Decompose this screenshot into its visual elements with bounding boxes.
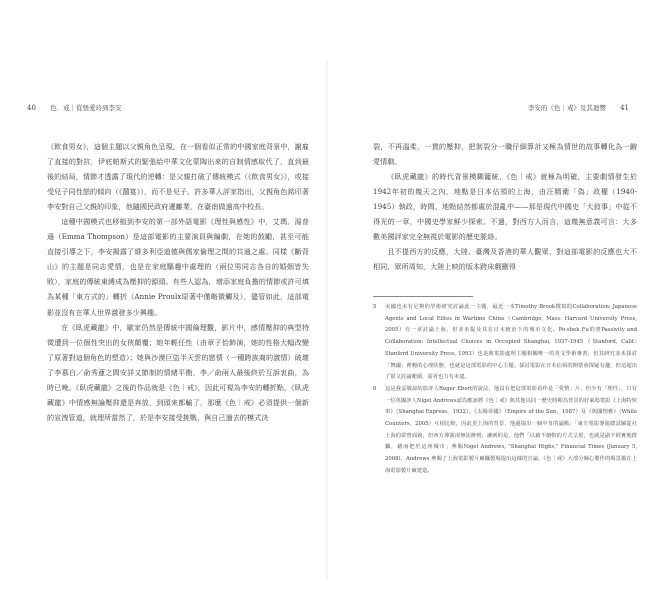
left-page-number: 40 [27,104,36,112]
left-page-header [27,103,122,112]
footnote-rule [373,296,473,297]
left-running-title: 色．戒｜從張愛玲到李安 [50,104,122,112]
right-paragraph: 《臥虎藏龍》的時代背景模糊籠統，《色｜戒》就極為明確，主要劇情發生於1942年初的幾天之內，地點是日本佔領的上海，由汪精衛「偽」政權（1940-1945）執政，時間、地點結然都處於混亂中——那是現代中國史「大敘事」中從不得光的一章，中國史學家鮮少探索。不過，對西方人而言，這幾無意義可言：大多數美國評家完全無視於電影的歷史脈絡。 [373,172,637,242]
left-paragraph: 《飲食男女》，這個主題以父親角色呈現，在一個看似正常的中國家庭背景中，謝雇了直接的對抗，伊底帕斯式的緊張給中華文化蒙陶出來的自制情感取代了，直到最後的結局，情節才透露了現代的逆轉：是父親打破了傳統模式（《飲食男女》），或接受兒子同性戀的傾向（《囍宴》），而不是兒子。許多華人評家指出，父親角色銘印著李安對自己父親的印象，他隨國民政府遷離業，在臺南做過高中校長。 [47,142,309,212]
right-paragraph: 裂，不再溫柔，一貫的壓抑，把剝裂分一職仔細算計又極為情世的故事轉化為一齣愛情劇。 [373,142,637,167]
right-page-body [373,139,637,274]
right-paragraph: 且不提西方的反應，大陸、臺灣及香港的華人觀眾，對這部電影的反應也大不相同，眾所周知，大陸上映的版本跨床戲刪得 [373,247,637,272]
right-running-title: 李安的《色｜戒》及其迴響 [527,104,606,112]
footnote-text: 這是我妥敬諒的影評人Roger Ebert的說法，他沒有把這部電影看作是「愛情」片，但少有「理性」，只有一位英國評人Nigel Andrews認為應該將《色｜戒》與其他以同一歷史時期為背景的好萊塢電影《上海特快車》（Shanghai Express，1932）、《太陽帝國》（Empire of the Sun，1987）及《與國情雅》（While Counters，2005）互相比較，因此更上海的背景，他還提出一個中肯的論點：「東方電影導演總試圖從社上海的眾曾面貌，但西方導演卻無法辦到；讓刺的是，他們「以藉不朝較的方式呈現，也就是副不經實地群攝，藉而把於這座城市」參閱Nigel Andrews, "Shanghai Highs," Financial Times (January 5, 2008)。Andrews 參閱了上海電影製片廠攝製場提出這樣的宣論，《色｜戒》大部分縣心製作的場景都在上海電影製片廠建造。 [385,385,637,474]
left-paragraph: 在《臥虎藏龍》中，歐家仍然是傳統中國倫理觀，影片中，感情壓抑的典型特徵遭到一位個性突出的女俠顛覆；她年輕任性（由章子怡飾演，她的性格大幅改變了原著對這個角色的塑造）；她與沙漠巨盜半天雲的戀情（一種跨族裔的激情）破壞了李慕白／俞秀蓮之間安詳又節制的情緒平衡，李／俞兩人最後終於互訴衷曲，為時已晚。《臥虎藏龍》之後的作品就是《色｜戒》，因此可視為李安的轉折點，《臥虎藏龍》中情感無論壓抑還是奔放，到頭來都輸了，那麼《色｜戒》必須提供一個新的宣洩管道，就理所當然了，於是李安接受挑戰，與自己過去的模式決 [47,322,309,422]
footnote-marker: 5 [373,304,377,310]
left-paragraph: 這種中國模式也移植到李安的第一部外語電影《理性與感性》中，艾瑪．湯普遜（Emma Thompson）是這部電影的主要演員與編劇，在她的鼓勵，甚至可能直接引導之下，李安揭露了維多利亞道德與儒家倫理之間的共通之處。同樣《斷背山》的主題是同志愛情，也是在家庭驅趨中處理的（兩位男同志各自的婚姻皆失敗），家庭的傳統東縛成為壓抑的源頭。有些人認為，增添家庭負擔的情節或許可填為某種「東方式的」轉折（Annie Proulx原著中僅略微觸及），儘管如此，這部電影並沒有在華人世界激發多少興趣。 [47,217,309,317]
footnote-text: 美國也未有足夠的學術研究討論此一主題，最近一本Timothy Brook撰寫的Collaboration: Japanese Agents and Local Elites in Wartime China（Cambridge, Mass: Harvard University Press, 2005）有一章討論上海，但並未提及其在日本統治下的城市文化。Po-shek Fu的書Passivity and Collaboration: Intellectual Choices in Occupied Shanghai, 1937-1945（Stanford, Calif.: Stanford University Press, 1993）也是與電影處理主題相關唯一的英文學術專書，但其研究並未探討「舞國」裡輕的心理狀態，也就是這部電影的中心主題。探討電影在日本佔領的開蒙會探疑有趣，但這超出了很文討論範圍，需者也力有未逮。 [385,304,637,381]
footnote [373,384,637,478]
footnotes [373,296,637,478]
page-gutter [326,60,328,580]
footnote-marker: 6 [373,385,377,392]
left-page-body [47,139,309,425]
footnote [373,302,637,384]
right-page-header [528,103,629,112]
right-page-number: 41 [620,104,629,112]
